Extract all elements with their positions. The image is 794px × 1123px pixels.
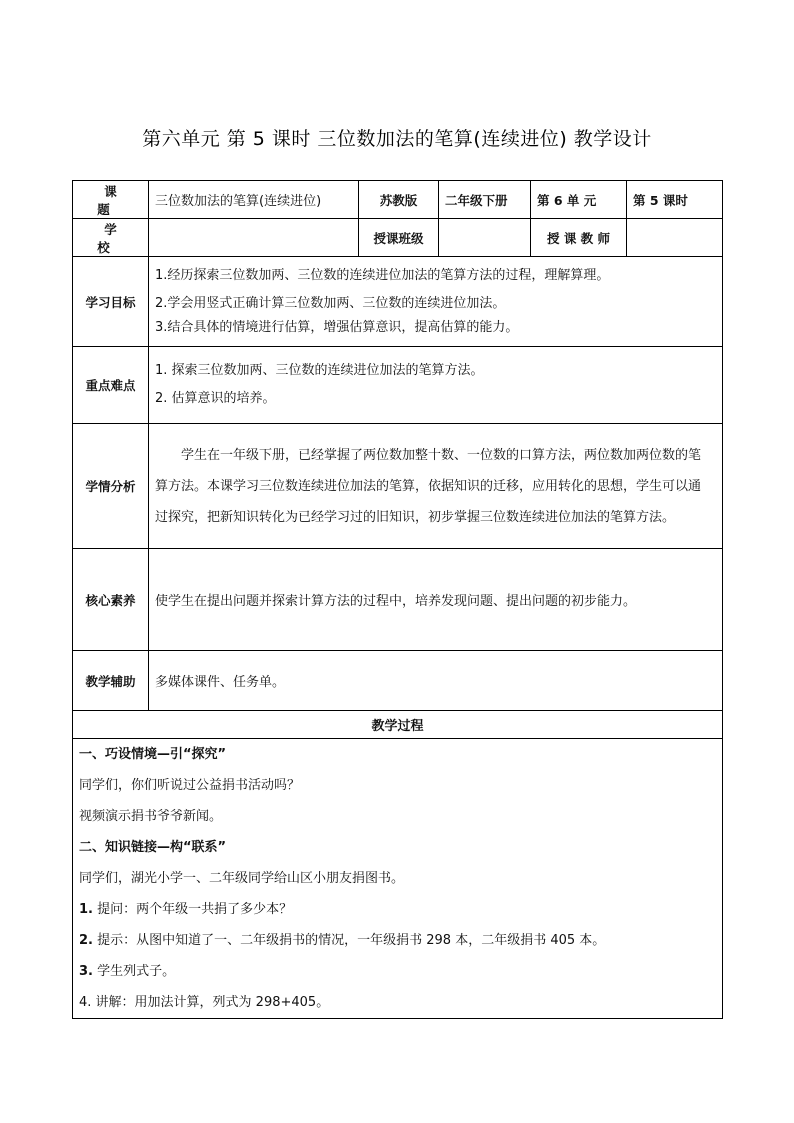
goals-content	[149, 257, 723, 347]
step-number: 4.	[79, 995, 92, 1010]
teacher-label: 授 课 教 师	[531, 219, 627, 257]
step-text: 学生列式子。	[92, 964, 176, 979]
goal-item: 2.学会用竖式正确计算三位数加两、三位数的连续进位加法。	[155, 295, 506, 311]
goals-label: 学习目标	[73, 257, 149, 347]
keypoints-label: 重点难点	[73, 347, 149, 424]
keypoint-item: 1. 探索三位数加两、三位数的连续进位加法的笔算方法。	[155, 363, 484, 378]
school-value	[149, 219, 359, 257]
lesson-cell: 第 5 课时	[627, 181, 723, 219]
step-text: 提示：从图中知道了一、二年级捐书的情况，一年级捐书 298 本，二年级捐书 405 本。	[92, 933, 606, 948]
step-text: 提问：两个年级一共捐了多少本？	[92, 902, 293, 917]
goals-row	[73, 257, 723, 347]
lesson-plan-table	[72, 180, 723, 1019]
process-line: 同学们，湖光小学一、二年级同学给山区小朋友捐图书。	[79, 871, 405, 886]
unit-cell: 第 6 单 元	[531, 181, 627, 219]
aids-label: 教学辅助	[73, 651, 149, 711]
literacy-row	[73, 549, 723, 651]
process-step	[79, 987, 716, 1018]
aids-text: 多媒体课件、任务单。	[149, 651, 723, 711]
process-step	[79, 956, 716, 987]
school-label: 学 校	[73, 219, 149, 257]
keypoints-row	[73, 347, 723, 424]
page-title: 第六单元 第 5 课时 三位数加法的笔算(连续进位) 教学设计	[142, 128, 652, 150]
teacher-value	[627, 219, 723, 257]
process-content	[73, 739, 723, 1019]
analysis-row	[73, 424, 723, 549]
analysis-text: 学生在一年级下册，已经掌握了两位数加整十数、一位数的口算方法，两位数加两位数的笔算方法。本课学习三位数连续进位加法的笔算，依据知识的迁移，应用转化的思想，学生可以通过探究，把新知识转化为已经学习过的旧知识，初步掌握三位数连续进位加法的笔算方法。	[155, 447, 702, 525]
process-line: 同学们，你们听说过公益捐书活动吗？	[79, 778, 301, 793]
school-row	[73, 219, 723, 257]
aids-row	[73, 651, 723, 711]
goal-item: 1.经历探索三位数加两、三位数的连续进位加法的笔算方法的过程，理解算理。	[155, 267, 610, 283]
step-text: 讲解：用加法计算，列式为 298+405。	[91, 995, 330, 1010]
class-value	[439, 219, 531, 257]
literacy-text: 使学生在提出问题并探索计算方法的过程中，培养发现问题、提出问题的初步能力。	[149, 549, 723, 651]
goal-item: 3.结合具体的情境进行估算，增强估算意识，提高估算的能力。	[155, 319, 519, 335]
process-step	[79, 894, 716, 925]
process-step	[79, 925, 716, 956]
class-label: 授课班级	[359, 219, 439, 257]
process-title: 教学过程	[73, 711, 723, 739]
keypoints-content	[149, 347, 723, 424]
step-number: 3.	[79, 964, 93, 979]
analysis-label: 学情分析	[73, 424, 149, 549]
section-heading: 一、巧设情境—引“探究”	[79, 747, 227, 762]
process-line: 视频演示捐书爷爷新闻。	[79, 809, 223, 824]
analysis-content	[149, 424, 723, 549]
topic-label: 课 题	[73, 181, 149, 219]
section-heading: 二、知识链接—构“联系”	[79, 840, 227, 855]
header-row	[73, 181, 723, 219]
publisher-cell: 苏教版	[359, 181, 439, 219]
literacy-label: 核心素养	[73, 549, 149, 651]
process-title-row	[73, 711, 723, 739]
step-number: 1.	[79, 902, 93, 917]
topic-value: 三位数加法的笔算(连续进位)	[149, 181, 359, 219]
process-row	[73, 739, 723, 1019]
keypoint-item: 2. 估算意识的培养。	[155, 391, 276, 406]
grade-cell: 二年级下册	[439, 181, 531, 219]
step-number: 2.	[79, 933, 93, 948]
